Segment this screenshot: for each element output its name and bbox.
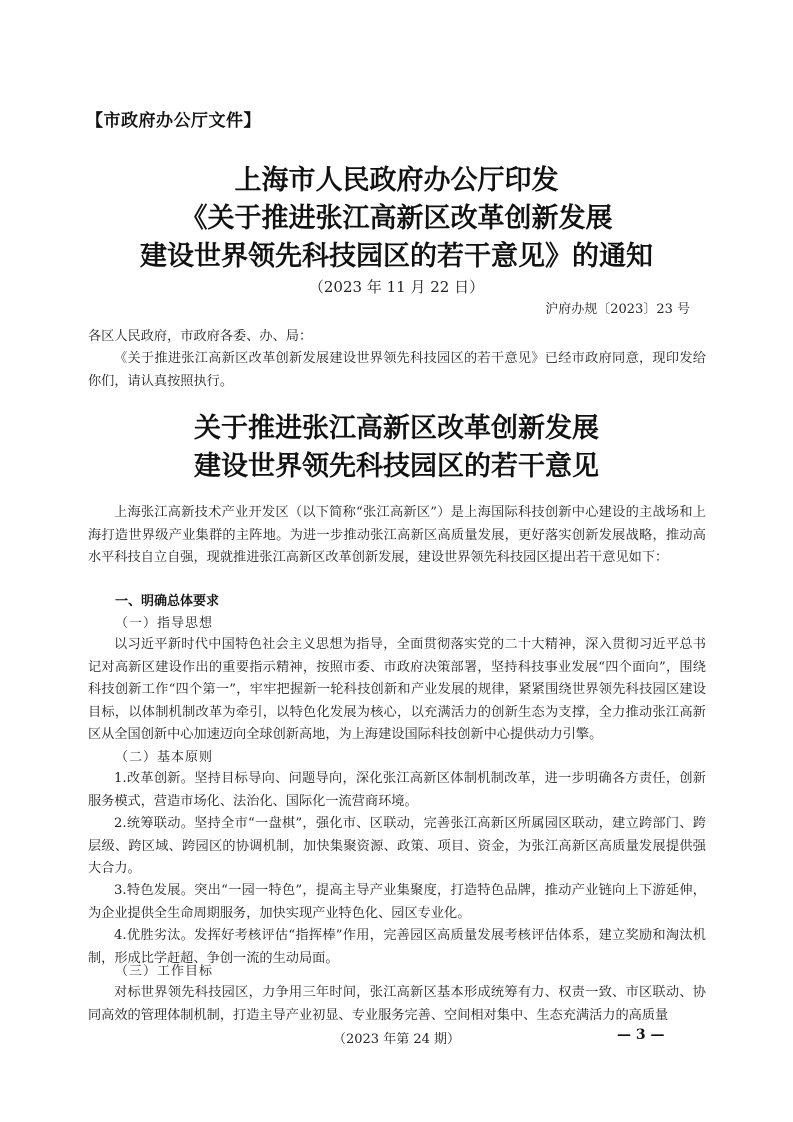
opinion-intro: 上海张江高新技术产业开发区（以下简称“张江高新区”）是上海国际科技创新中心建设的主战场和上海打造世界级产业集群的主阵地。为进一步推动张江高新区高质量发展，更好落实创新发展战略，推动高水平科技自立自强，现就推进张江高新区改革创新发展，建设世界领先科技园区提出若干意见如下： [88, 505, 706, 565]
document-number: 沪府办规〔2023〕23 号 [545, 302, 690, 317]
opinion-title-line-2: 建设世界领先科技园区的若干意见 [194, 451, 599, 482]
principle-2: 2.统筹联动。坚持全市“一盘棋”，强化市、区联动，完善张江高新区所属园区联动，建立跨部门、跨层级、跨区域、跨园区的协调机制，加快集聚资源、政策、项目、资金，为张江高新区高质量发展提供强大合力。 [88, 816, 706, 876]
document-category-tag: 【市政府办公厅文件】 [86, 111, 261, 131]
notice-body: 《关于推进张江高新区改革创新发展建设世界领先科技园区的若干意见》已经市政府同意，现印发给你们，请认真按照执行。 [88, 351, 706, 389]
issue-number: （2023 年第 24 期） [332, 1032, 461, 1047]
notice-title-line-1: 上海市人民政府办公厅印发 [234, 165, 559, 196]
notice-title-line-2: 《关于推进张江高新区改革创新发展 [180, 203, 613, 234]
principle-4: 4.优胜劣汰。发挥好考核评估“指挥棒”作用，完善园区高质量发展考核评估体系，建立奖励和淘汰机制，形成比学赶超、争创一流的生动局面。 [88, 928, 706, 966]
notice-addressee: 各区人民政府，市政府各委、办、局： [88, 329, 313, 344]
notice-date: （2023 年 11 月 22 日） [308, 278, 485, 296]
principle-3: 3.特色发展。突出“一园一特色”，提高主导产业集聚度，打造特色品牌，推动产业链向上下游延伸，为企业提供全生命周期服务，加快实现产业特色化、园区专业化。 [88, 883, 706, 921]
page-number: — 3 — [617, 1027, 665, 1043]
section-1-heading: 一、明确总体要求 [115, 594, 220, 609]
notice-title-line-3: 建设世界领先科技园区的若干意见》的通知 [140, 241, 653, 272]
principle-1: 1.改革创新。坚持目标导向、问题导向，深化张江高新区体制机制改革，进一步明确各方责任，创新服务模式，营造市场化、法治化、国际化一流营商环境。 [88, 771, 706, 809]
subsection-2-heading: （二）基本原则 [115, 750, 214, 765]
subsection-1-text: 以习近平新时代中国特色社会主义思想为指导，全面贯彻落实党的二十大精神，深入贯彻习近平总书记对高新区建设作出的重要指示精神，按照市委、市政府决策部署，坚持科技事业发展“四个面向”，围绕科技创新工作“四个第一”，牢牢把握新一轮科技创新和产业发展的规律，紧紧围绕世界领先科技园区建设目标，以体制机制改革为牵引，以特色化发展为核心，以充满活力的创新生态为支撑，全力推动张江高新区从全国创新中心加速迈向全球创新高地，为上海建设国际科技创新中心提供动力引擎。 [88, 637, 706, 742]
subsection-3-heading: （三）工作目标 [115, 964, 214, 979]
opinion-title-line-1: 关于推进张江高新区改革创新发展 [194, 413, 599, 444]
subsection-3-text: 对标世界领先科技园区，力争用三年时间，张江高新区基本形成统筹有力、权责一致、市区联动、协同高效的管理体制机制，打造主导产业初显、专业服务完善、空间相对集中、生态充满活力的高质量 [88, 985, 706, 1023]
subsection-1-heading: （一）指导思想 [115, 616, 214, 631]
